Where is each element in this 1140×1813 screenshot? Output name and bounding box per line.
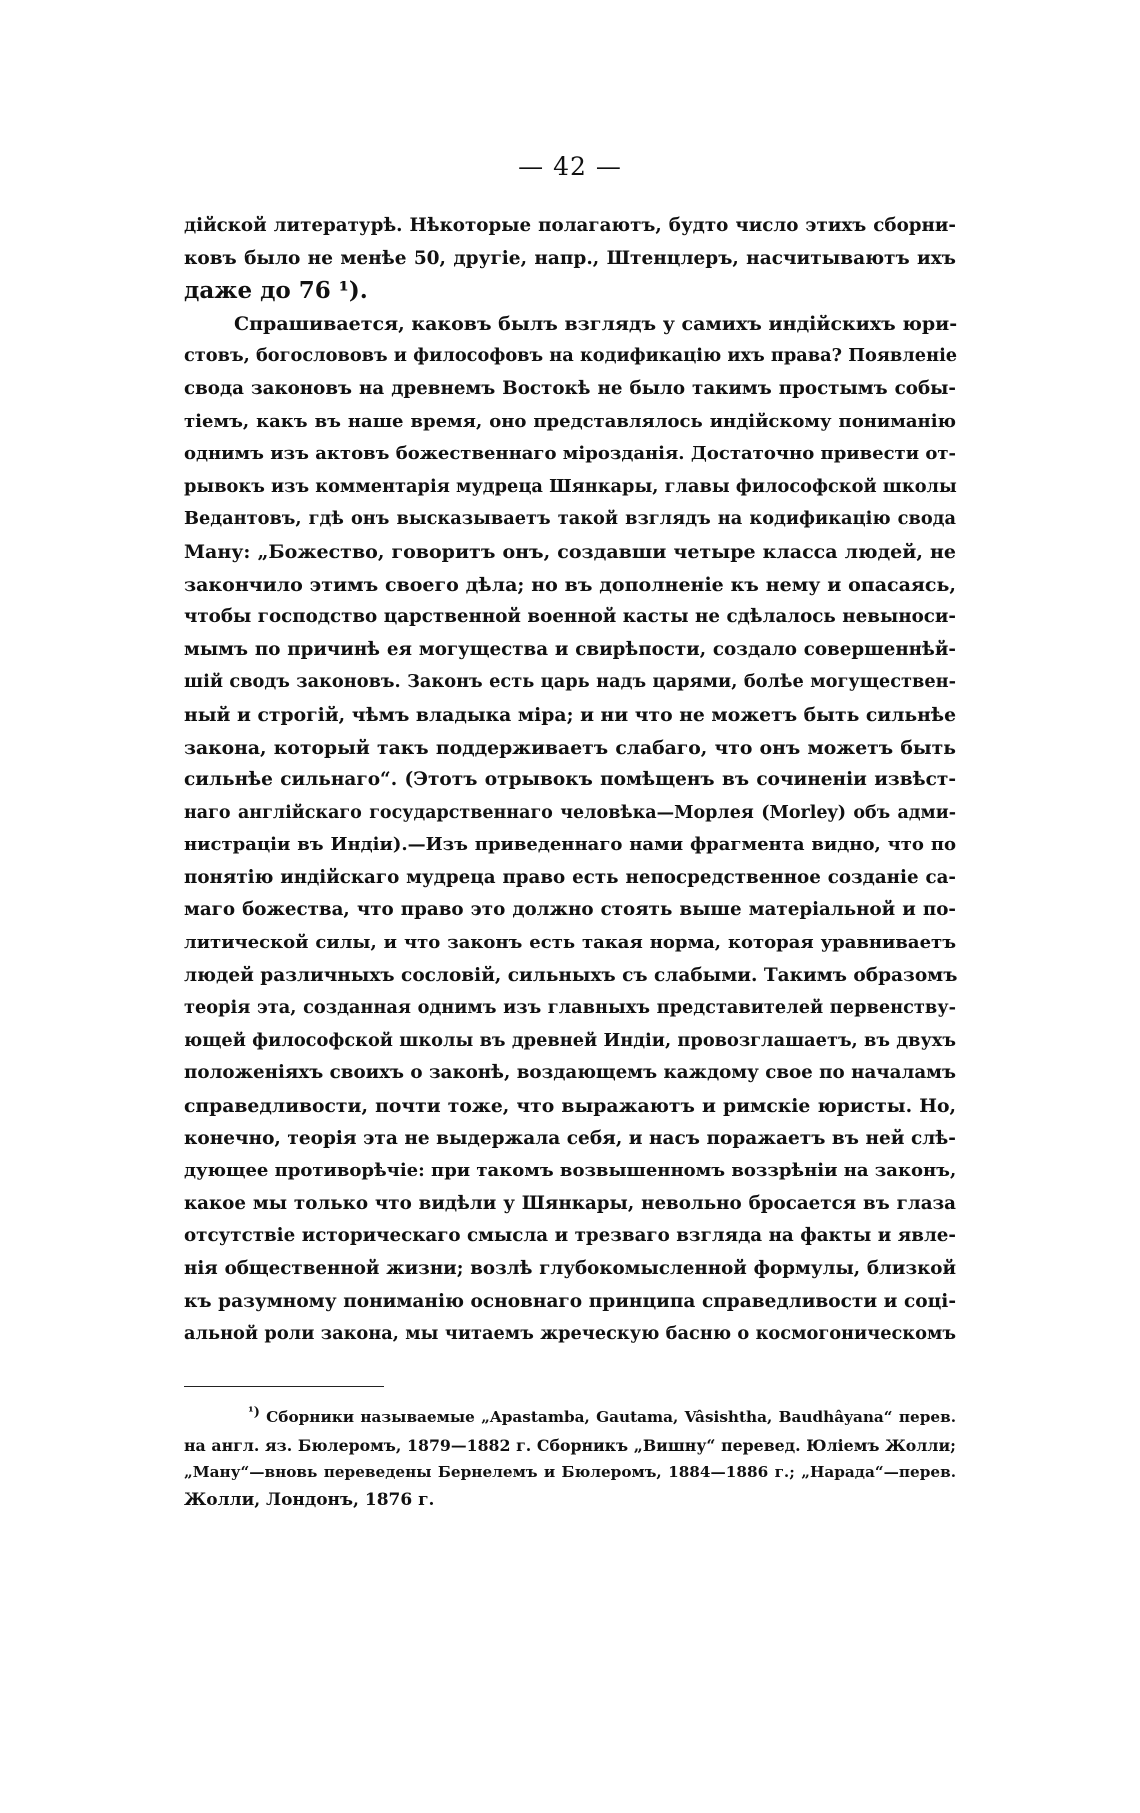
text-line: нистраціи въ Индіи).—Изъ приведеннаго нами фрагмента видно, что по — [184, 834, 956, 856]
text-line: справедливости, почти тоже, что выражаютъ и римскіе юристы. Но, — [184, 1095, 956, 1118]
footnote-text: Сборники называемые „Apastamba, Gautama, Vâsishtha, Baudhâyana“ перев. — [266, 1408, 956, 1426]
text-line: тіемъ, какъ въ наше время, оно представлялось индійскому пониманію — [184, 410, 956, 432]
text-line: закона, который такъ поддерживаетъ слабаго, что онъ можетъ быть — [184, 736, 956, 759]
footnote-line: Жолли, Лондонъ, 1876 г. — [184, 1489, 435, 1510]
text-line: Спрашивается, каковъ былъ взглядъ у самихъ индійскихъ юри- — [234, 312, 958, 335]
text-line: ющей философской школы въ древней Индіи, провозглашаетъ, въ двухъ — [184, 1029, 956, 1051]
footnote-mark: ¹) — [248, 1404, 260, 1420]
text-line: Ману: „Божество, говоритъ онъ, создавши четыре класса людей, не — [184, 540, 956, 563]
text-line: ный и строгій, чѣмъ владыка міра; и ни что не можетъ быть сильнѣе — [184, 703, 956, 726]
footnote-line: на англ. яз. Бюлеромъ, 1879—1882 г. Сборникъ „Вишну“ перевед. Юліемъ Жолли; — [184, 1435, 956, 1455]
footnote — [184, 1404, 956, 1514]
text-line: положеніяхъ своихъ о законѣ, воздающемъ каждому свое по началамъ — [184, 1062, 956, 1084]
text-line: нія общественной жизни; возлѣ глубокомысленной формулы, близкой — [184, 1258, 956, 1279]
text-line: теорія эта, созданная однимъ изъ главныхъ представителей первенству- — [184, 997, 956, 1019]
footnote-line: „Ману“—вновь переведены Бернелемъ и Бюлеромъ, 1884—1886 г.; „Нарада“—перев. — [184, 1463, 956, 1481]
text-line: ковъ было не менѣе 50, другіе, напр., Штенцлеръ, насчитываютъ ихъ — [184, 247, 956, 269]
text-line: отсутствіе историческаго смысла и трезваго взгляда на факты и явле- — [184, 1225, 956, 1247]
text-line: дующее противорѣчіе: при такомъ возвышенномъ воззрѣніи на законъ, — [184, 1160, 957, 1182]
text-line: даже до 76 ¹). — [184, 277, 368, 305]
body-text — [184, 210, 956, 1351]
text-line: дійской литературѣ. Нѣкоторые полагаютъ, будто число этихъ сборни- — [184, 215, 956, 236]
text-line: однимъ изъ актовъ божественнаго мірозданія. Достаточно привести от- — [184, 443, 956, 465]
text-line: какое мы только что видѣли у Шянкары, невольно бросается въ глаза — [184, 1192, 956, 1214]
text-line: литической силы, и что законъ есть такая норма, которая уравниваетъ — [184, 932, 956, 954]
footnote-divider — [184, 1386, 384, 1387]
text-line: людей различныхъ сословій, сильныхъ съ слабыми. Такимъ образомъ — [184, 964, 958, 986]
text-line: конечно, теорія эта не выдержала себя, и насъ поражаетъ въ ней слѣ- — [184, 1127, 956, 1149]
text-line: стовъ, богослововъ и философовъ на кодификацію ихъ права? Появленіе — [184, 345, 958, 367]
text-line: шій сводъ законовъ. Законъ есть царь надъ царями, болѣе могуществен- — [184, 671, 956, 693]
text-line: Ведантовъ, гдѣ онъ высказываетъ такой взглядъ на кодификацію свода — [184, 508, 956, 530]
text-line: наго англійскаго государственнаго человѣка—Морлея (Morley) объ адми- — [184, 802, 956, 823]
text-line: понятію индійскаго мудреца право есть непосредственное созданіе са- — [184, 866, 956, 888]
text-line: мымъ по причинѣ ея могущества и свирѣпости, создало совершеннѣй- — [184, 638, 956, 660]
footnote-line — [184, 1404, 956, 1432]
text-line: сильнѣе сильнаго“. (Этотъ отрывокъ помѣщенъ въ сочиненіи извѣст- — [184, 769, 956, 791]
page-number: — 42 — — [518, 152, 622, 181]
text-line: чтобы господство царственной военной касты не сдѣлалось невыноси- — [184, 606, 956, 628]
text-line: маго божества, что право это должно стоять выше матеріальной и по- — [184, 899, 956, 921]
text-line: свода законовъ на древнемъ Востокѣ не было такимъ простымъ собы- — [184, 377, 956, 399]
text-line: закончило этимъ своего дѣла; но въ дополненіе къ нему и опасаясь, — [184, 573, 956, 596]
text-line: альной роли закона, мы читаемъ жреческую басню о космогоническомъ — [184, 1323, 956, 1345]
text-line: къ разумному пониманію основнаго принципа справедливости и соці- — [184, 1290, 956, 1312]
text-line: рывокъ изъ комментарія мудреца Шянкары, главы философской школы — [184, 475, 957, 497]
